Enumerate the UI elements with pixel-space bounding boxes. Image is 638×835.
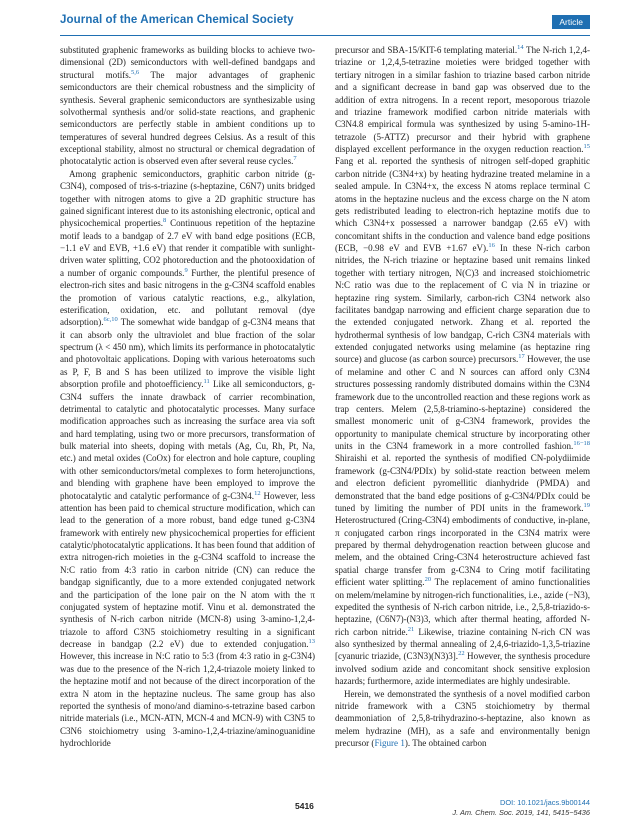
text-run: The replacement of amino functionalities on melem/melamine by nitrogen-rich functionalities, i.e., azide (−N3), expedited the synthesis of N-rich carbon nitride, i.e., 2,5,8-triazido-s-heptazine, (C6N7)-(N3)3, which after thermal heating, afforded N-rich carbon nitride. [335,577,590,637]
citation-link[interactable]: 16−18 [573,439,590,447]
text-run: Further, the plentiful presence of electron-rich sites and basic nitrogens in the g-C3N4 scaffold enables the promotion of various catalytic reactions, e.g., alkylation, esterification, oxidation, etc. and pollutant removal (dye adsorption). [60,267,315,328]
right-column [335,44,590,749]
text-run: Like all semiconductors, g-C3N4 suffers the innate drawback of carrier recombination, detrimental to catalytic and photocatalytic processes. Many surface modification approaches such as increasing the surface area via soft and hard templating, using two or more precursors, transformation of bulk material into sheets, doping with metals (Ag, Cu, Rh, Pt, Na, etc.) and metal oxides (CoOx) for electron and hole capture, coupling with other semiconductors/metal complexes to form heterojunctions, and blending with graphene have been employed to improve the photocatalytic and catalytic performance of g-C3N4. [60,379,316,501]
text-run: Shiraishi et al. reported the synthesis of modified CN-polydiimide framework (g-C3N4/PDIx) by solid-state reaction between melem and electron deficient pyromellitic dianhydride (PMDA) and demonstrated that the band edge positions of g-C3N4/PDIx could be tuned by limiting the number of PDI units in the framework. [335,453,590,513]
left-column [60,44,315,749]
text-run: However, this increase in N:C ratio to 5:3 (from 4:3 ratio in g-C3N4) was due to the presence of the N-rich 1,2,4-triazole moiety linked to the heptazine motif and not because of the direct incorporation of the extra N atom in the heptazine nucleus. The same group has also reported the synthesis of mono/and diamino-s-tetrazine based carbon nitride materials (i.e., MCN-ATN, MCN-4 and MCN-9) with C3N5 to C3N6 stoichiometry using 3-amino-1,2,4-triazine/aminoguanidine hydrochloride [60,651,315,748]
text-run: The major advantages of graphenic semiconductors are their chemical robustness and the simplicity of synthesis. Several graphenic semiconductors are synthesizable using solvothermal synthesis and/or solid-state reactions, and graphenic semiconductors are perfectly stable in ambient conditions up to temperatures of several hundred degrees Celsius. As a result of this exceptional stability, almost no structural or chemical degradation of photocatalytic action is observed even after several reuse cycles. [60,69,315,167]
paragraph [335,688,590,750]
citation-link[interactable]: 6c,10 [103,316,118,324]
paragraph [335,44,590,688]
text-run: Continuous repetition of the heptazine motif leads to a bandgap of 2.7 eV with band edge positions (ECB, −1.1 eV and EVB, +1.6 eV) that render it compatible with sunlight-driven water splitting, CO2 photoreduction and the photooxidation of a number of organic compounds. [60,218,315,278]
paragraph [60,168,315,750]
text-run: ). The obtained carbon [404,738,487,748]
text-run: Among graphenic semiconductors, graphitic carbon nitride (g-C3N4), composed of tris-s-triazine (s-heptazine, C6N7) units bridged together with nitrogen atoms to give a 2D graphitic structure has gained significant interest due to its astonishing electronic, optical and physicochemical properties. [60,168,315,229]
citation-link[interactable]: 19 [583,501,590,509]
citation-link[interactable]: 13 [308,637,315,645]
citation-link[interactable]: 16 [488,241,495,249]
journal-reference: J. Am. Chem. Soc. 2019, 141, 5415−5436 [452,808,590,817]
text-run: substituted graphenic frameworks as building blocks to achieve two-dimensional (2D) semiconductors with well-defined bandgaps and structural motifs. [60,45,315,80]
citation-link[interactable]: 20 [424,576,432,584]
citation-link[interactable]: 7 [293,155,297,163]
journal-title[interactable]: Journal of the American Chemical Society [60,14,294,26]
text-run: However, the synthesis procedure involved sodium azide and concomitant shock sensitive explosion hazards; furthermore, azide intermediates are highly undesirable. [335,651,590,687]
page-header [60,14,590,32]
article-badge: Article [552,15,590,29]
text-run: Herein, we demonstrated the synthesis of a novel modified carbon nitride framework with a C3N5 stoichiometry by thermal deammoniation of 2,5,8-trihydrazino-s-heptazine, also known as melem hydrazine (MH), as a safe and environmentally benign precursor ( [335,688,590,748]
citation-link[interactable]: 9 [184,266,188,274]
citation-link[interactable]: 12 [254,489,261,497]
text-run: However, less attention has been paid to chemical structure modification, which can lead to the generation of a more robust, band edge tuned g-C3N4 framework with entirely new physicochemical properties for efficient catalytic/photocatalytic applications. It has been found that addition of extra nitrogen-rich moieties in the g-C3N4 scaffold to increase the N:C ratio from 4:3 ratio in carbon nitride (CN) can reduce the bandgap significantly, due to a more extended conjugated network and the participation of the lone pair on the N atom with the π conjugated system of heptazine motif. Vinu et al. demonstrated the synthesis of N-rich carbon nitride (MCN-8) using 3-amino-1,2,4-triazole to afford C3N5 stoichiometry resulting in a significant decrease in bandgap (2.2 eV) due to extended conjugation. [60,490,315,649]
citation-link[interactable]: 14 [517,43,524,51]
text-run: Heterostructured (Cring-C3N4) embodiments of conductive, in-plane, π conjugated carbon rings incorporated in the C3N4 matrix were prepared by thermal dehydrogenation reaction between glucose and melem, and the obtained Cring-C3N4 heterostructure achieved fast spatial charge transfer from g-C3N4 to Cring motif facilitating efficient water splitting. [335,515,590,588]
text-run: precursor and SBA-15/KIT-6 templating material. [335,45,518,55]
citation-link[interactable]: 21 [407,625,415,633]
citation-link[interactable]: 11 [203,378,210,386]
citation-link[interactable]: 17 [518,353,525,361]
header-divider [60,35,590,36]
text-run: In these N-rich carbon nitrides, the N-rich triazine or heptazine based unit remains linked together with tertiary nitrogen, N(C)3 and increased stoichiometric N:C ratio was due to the replacement of C via N in triazine or heptazine ring system. Similarly, carbon-rich C3N4 network also facilitates bandgap narrowing and efficient charge separation due to the extended conjugated network. Zhang et al. reported the hydrothermal synthesis of low bandgap, C-rich C3N4 materials with extended conjugated networks using melamine (as heptazine ring source) and glucose (as carbon source) precursors. [335,243,590,365]
text-run: Fang et al. reported the synthesis of nitrogen self-doped graphitic carbon nitride (C3N4+x) by heating hydrazine treated melamine in a sealed ampule. In C3N4+x, the excess N atoms replace terminal C atoms in the heptazine nucleus and the excess charge on the N atom gets redistributed leading to electron-rich heptazine motifs due to which C3N4+x possessed a narrower bandgap (2.65 eV) with concomitant shifts in the conduction and valence band edge positions (ECB, −0.98 eV and EVB +1.67 eV). [335,156,590,253]
page-number: 5416 [295,801,314,811]
text-run: Likewise, triazine containing N-rich CN was also synthesized by thermal annealing of 2,4,6-triazido-1,3,5-triazine [cyanuric triazide, (C3N3)(N3)3]. [335,626,590,662]
text-run: However, the use of melamine and other C and N sources can afford only C3N4 structures possessing randomly distributed domains within the C3N4 framework due to the uncontrolled reaction and these regions work as trap centers. Melem (2,5,8-triamino-s-heptazine) considered the smallest monomeric unit of g-C3N4 framework, provides the opportunity to manipulate chemical structure by incorporating other units in the C3N4 framework in a more controlled fashion. [335,354,590,451]
text-run: The somewhat wide bandgap of g-C3N4 means that it can absorb only the ultraviolet and blue fraction of the solar spectrum (λ < 450 nm), which limits its performance in photocatalytic and photovoltaic applications. Doping with various heteroatoms such as P, F, B and S has been utilized to improve the visible light absorption profile and photoefficiency. [60,317,315,390]
citation-link[interactable]: 22 [458,650,465,658]
doi-link[interactable]: DOI: 10.1021/jacs.9b00144 [500,798,590,807]
text-run: The N-rich 1,2,4-triazine or 1,2,4,5-tetrazine moieties were bridged together with tertiary nitrogen in a similar fashion to triazine based carbon nitride and a significant decrease in band gap was observed due to the addition of extra nitrogens. In a recent report, mesoporous triazole and triazine framework modified carbon nitride materials with C3N4.8 empirical formula was synthesized by using 5-amino-1H-tetrazole (5-ATTZ) precursor and their hybrid with graphene displayed excellent performance in the oxygen reduction reaction. [335,45,591,154]
figure-link[interactable]: Figure 1 [374,738,405,748]
paragraph [60,44,315,168]
citation-link[interactable]: 8 [163,217,167,225]
citation-link[interactable]: 5,6 [131,68,140,76]
citation-link[interactable]: 15 [583,142,590,150]
